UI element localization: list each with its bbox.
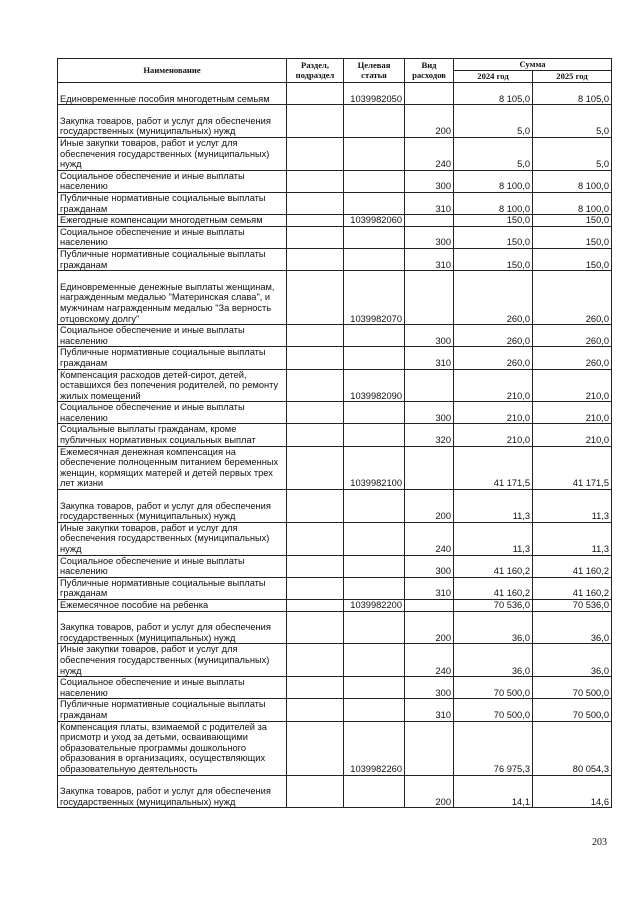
cell-expense: 240 [405,522,454,555]
cell-name: Ежегодные компенсации многодетным семьям [58,215,287,227]
cell-target [344,522,405,555]
cell-section [287,402,344,424]
cell-target [344,611,405,644]
cell-expense: 200 [405,105,454,138]
cell-sum-2025: 5,0 [533,105,612,138]
table-row [58,325,612,347]
cell-section [287,226,344,248]
cell-expense: 300 [405,226,454,248]
cell-sum-2024: 41 160,2 [454,555,533,577]
table-row [58,611,612,644]
cell-sum-2024: 260,0 [454,347,533,369]
cell-name: Социальное обеспечение и иные выплаты населению [58,170,287,192]
table-row [58,215,612,227]
cell-name: Ежемесячная денежная компенсация на обеспечение полноценным питанием беременных женщин, кормящих матерей и детей первых трех лет жизни [58,446,287,489]
cell-sum-2024: 14,1 [454,775,533,808]
cell-sum-2024: 150,0 [454,215,533,227]
cell-sum-2025: 210,0 [533,402,612,424]
cell-sum-2025: 8 100,0 [533,170,612,192]
table-row [58,402,612,424]
cell-sum-2025: 70 536,0 [533,600,612,612]
table-row [58,555,612,577]
cell-target: 1039982260 [344,721,405,775]
cell-name: Единовременные пособия многодетным семьям [58,83,287,105]
cell-target [344,424,405,446]
cell-expense: 300 [405,325,454,347]
cell-sum-2024: 150,0 [454,248,533,270]
cell-sum-2025: 260,0 [533,271,612,325]
cell-section [287,170,344,192]
cell-name: Социальные выплаты гражданам, кроме публичных нормативных социальных выплат [58,424,287,446]
cell-section [287,215,344,227]
cell-target [344,677,405,699]
table-row [58,577,612,599]
cell-section [287,347,344,369]
cell-sum-2024: 8 105,0 [454,83,533,105]
cell-sum-2025: 11,3 [533,490,612,523]
cell-expense: 310 [405,699,454,721]
cell-sum-2025: 8 105,0 [533,83,612,105]
cell-expense: 300 [405,677,454,699]
cell-sum-2025: 260,0 [533,347,612,369]
cell-target [344,490,405,523]
cell-sum-2025: 70 500,0 [533,699,612,721]
table-row [58,248,612,270]
cell-section [287,555,344,577]
table-row [58,369,612,402]
cell-expense: 300 [405,555,454,577]
cell-sum-2025: 41 171,5 [533,446,612,489]
cell-section [287,446,344,489]
cell-sum-2025: 150,0 [533,248,612,270]
cell-section [287,248,344,270]
cell-target [344,105,405,138]
cell-expense: 240 [405,137,454,170]
col-header-target: Целевая статья [344,59,405,83]
cell-sum-2025: 41 160,2 [533,555,612,577]
cell-sum-2024: 36,0 [454,611,533,644]
cell-sum-2024: 210,0 [454,369,533,402]
cell-target [344,170,405,192]
cell-sum-2024: 5,0 [454,137,533,170]
cell-expense [405,215,454,227]
cell-sum-2024: 70 500,0 [454,699,533,721]
cell-sum-2025: 36,0 [533,611,612,644]
cell-name: Социальное обеспечение и иные выплаты населению [58,555,287,577]
table-row [58,721,612,775]
cell-sum-2025: 260,0 [533,325,612,347]
cell-expense: 310 [405,192,454,214]
cell-target: 1039982050 [344,83,405,105]
cell-target [344,644,405,677]
cell-target: 1039982100 [344,446,405,489]
cell-name: Иные закупки товаров, работ и услуг для обеспечения государственных (муниципальных) нужд [58,137,287,170]
table-row [58,522,612,555]
cell-target [344,347,405,369]
cell-name: Социальное обеспечение и иные выплаты населению [58,677,287,699]
cell-name: Социальное обеспечение и иные выплаты населению [58,325,287,347]
cell-sum-2024: 36,0 [454,644,533,677]
table-row [58,83,612,105]
cell-target: 1039982200 [344,600,405,612]
cell-name: Компенсация платы, взимаемой с родителей за присмотр и уход за детьми, осваивающими образовательные программы дошкольного образования в организациях, осуществляющих образовательную деятельность [58,721,287,775]
cell-name: Закупка товаров, работ и услуг для обеспечения государственных (муниципальных) нужд [58,105,287,138]
cell-expense [405,271,454,325]
cell-sum-2025: 150,0 [533,215,612,227]
table-row [58,446,612,489]
cell-section [287,699,344,721]
cell-sum-2025: 210,0 [533,369,612,402]
cell-sum-2025: 210,0 [533,424,612,446]
cell-section [287,721,344,775]
cell-name: Публичные нормативные социальные выплаты гражданам [58,577,287,599]
cell-name: Единовременные денежные выплаты женщинам, награжденным медалью "Материнская слава", и мужчинам награжденным медалью "За верность отцовскому долгу" [58,271,287,325]
cell-name: Иные закупки товаров, работ и услуг для обеспечения государственных (муниципальных) нужд [58,644,287,677]
cell-sum-2025: 14,6 [533,775,612,808]
table-row [58,490,612,523]
cell-name: Публичные нормативные социальные выплаты гражданам [58,699,287,721]
cell-target [344,775,405,808]
cell-target: 1039982090 [344,369,405,402]
cell-section [287,271,344,325]
cell-name: Компенсация расходов детей-сирот, детей, оставшихся без попечения родителей, по ремонту жилых помещений [58,369,287,402]
cell-sum-2025: 36,0 [533,644,612,677]
cell-name: Социальное обеспечение и иные выплаты населению [58,226,287,248]
col-header-name: Наименование [58,59,287,83]
cell-name: Ежемесячное пособие на ребенка [58,600,287,612]
col-header-expense: Вид расходов [405,59,454,83]
cell-sum-2024: 260,0 [454,325,533,347]
cell-section [287,677,344,699]
cell-sum-2025: 70 500,0 [533,677,612,699]
cell-expense [405,721,454,775]
cell-name: Иные закупки товаров, работ и услуг для обеспечения государственных (муниципальных) нужд [58,522,287,555]
cell-sum-2024: 260,0 [454,271,533,325]
cell-section [287,611,344,644]
cell-expense: 200 [405,611,454,644]
cell-sum-2024: 210,0 [454,424,533,446]
cell-target [344,325,405,347]
cell-sum-2025: 5,0 [533,137,612,170]
cell-target [344,577,405,599]
cell-expense: 300 [405,402,454,424]
cell-sum-2024: 210,0 [454,402,533,424]
cell-sum-2024: 8 100,0 [454,192,533,214]
table-row [58,271,612,325]
cell-expense: 240 [405,644,454,677]
table-row [58,699,612,721]
cell-expense: 310 [405,577,454,599]
cell-sum-2024: 76 975,3 [454,721,533,775]
budget-table [57,58,612,808]
cell-section [287,577,344,599]
cell-section [287,83,344,105]
cell-name: Закупка товаров, работ и услуг для обеспечения государственных (муниципальных) нужд [58,611,287,644]
cell-section [287,369,344,402]
cell-name: Закупка товаров, работ и услуг для обеспечения государственных (муниципальных) нужд [58,490,287,523]
cell-section [287,522,344,555]
cell-expense: 310 [405,347,454,369]
cell-sum-2025: 11,3 [533,522,612,555]
cell-sum-2025: 80 054,3 [533,721,612,775]
table-row [58,644,612,677]
cell-sum-2024: 70 536,0 [454,600,533,612]
cell-section [287,490,344,523]
cell-target [344,248,405,270]
table-row [58,424,612,446]
cell-section [287,137,344,170]
cell-sum-2024: 41 160,2 [454,577,533,599]
cell-expense [405,369,454,402]
cell-expense: 320 [405,424,454,446]
cell-sum-2024: 5,0 [454,105,533,138]
col-header-2025: 2025 год [533,71,612,83]
cell-target [344,226,405,248]
cell-sum-2025: 150,0 [533,226,612,248]
cell-target [344,137,405,170]
cell-sum-2024: 70 500,0 [454,677,533,699]
table-row [58,775,612,808]
table-row [58,600,612,612]
table-row [58,192,612,214]
table-row [58,677,612,699]
page-number: 203 [592,837,607,848]
cell-expense [405,83,454,105]
cell-target [344,402,405,424]
cell-name: Закупка товаров, работ и услуг для обеспечения государственных (муниципальных) нужд [58,775,287,808]
cell-sum-2024: 150,0 [454,226,533,248]
cell-name: Публичные нормативные социальные выплаты гражданам [58,192,287,214]
table-row [58,105,612,138]
table-body [58,83,612,808]
cell-sum-2024: 8 100,0 [454,170,533,192]
table-row [58,226,612,248]
cell-expense: 200 [405,490,454,523]
col-header-2024: 2024 год [454,71,533,83]
cell-sum-2024: 11,3 [454,522,533,555]
cell-sum-2024: 41 171,5 [454,446,533,489]
cell-section [287,600,344,612]
cell-section [287,775,344,808]
cell-target: 1039982070 [344,271,405,325]
cell-section [287,192,344,214]
cell-expense: 200 [405,775,454,808]
col-header-sum: Сумма [454,59,612,71]
cell-sum-2025: 8 100,0 [533,192,612,214]
cell-expense: 300 [405,170,454,192]
cell-name: Публичные нормативные социальные выплаты гражданам [58,347,287,369]
cell-section [287,424,344,446]
cell-name: Публичные нормативные социальные выплаты гражданам [58,248,287,270]
table-row [58,170,612,192]
table-row [58,347,612,369]
cell-target [344,192,405,214]
cell-target [344,699,405,721]
cell-section [287,105,344,138]
col-header-section: Раздел, подраздел [287,59,344,83]
cell-expense: 310 [405,248,454,270]
cell-section [287,644,344,677]
cell-sum-2024: 11,3 [454,490,533,523]
cell-name: Социальное обеспечение и иные выплаты населению [58,402,287,424]
cell-sum-2025: 41 160,2 [533,577,612,599]
cell-expense [405,600,454,612]
cell-section [287,325,344,347]
cell-expense [405,446,454,489]
table-row [58,137,612,170]
cell-target: 1039982060 [344,215,405,227]
cell-target [344,555,405,577]
